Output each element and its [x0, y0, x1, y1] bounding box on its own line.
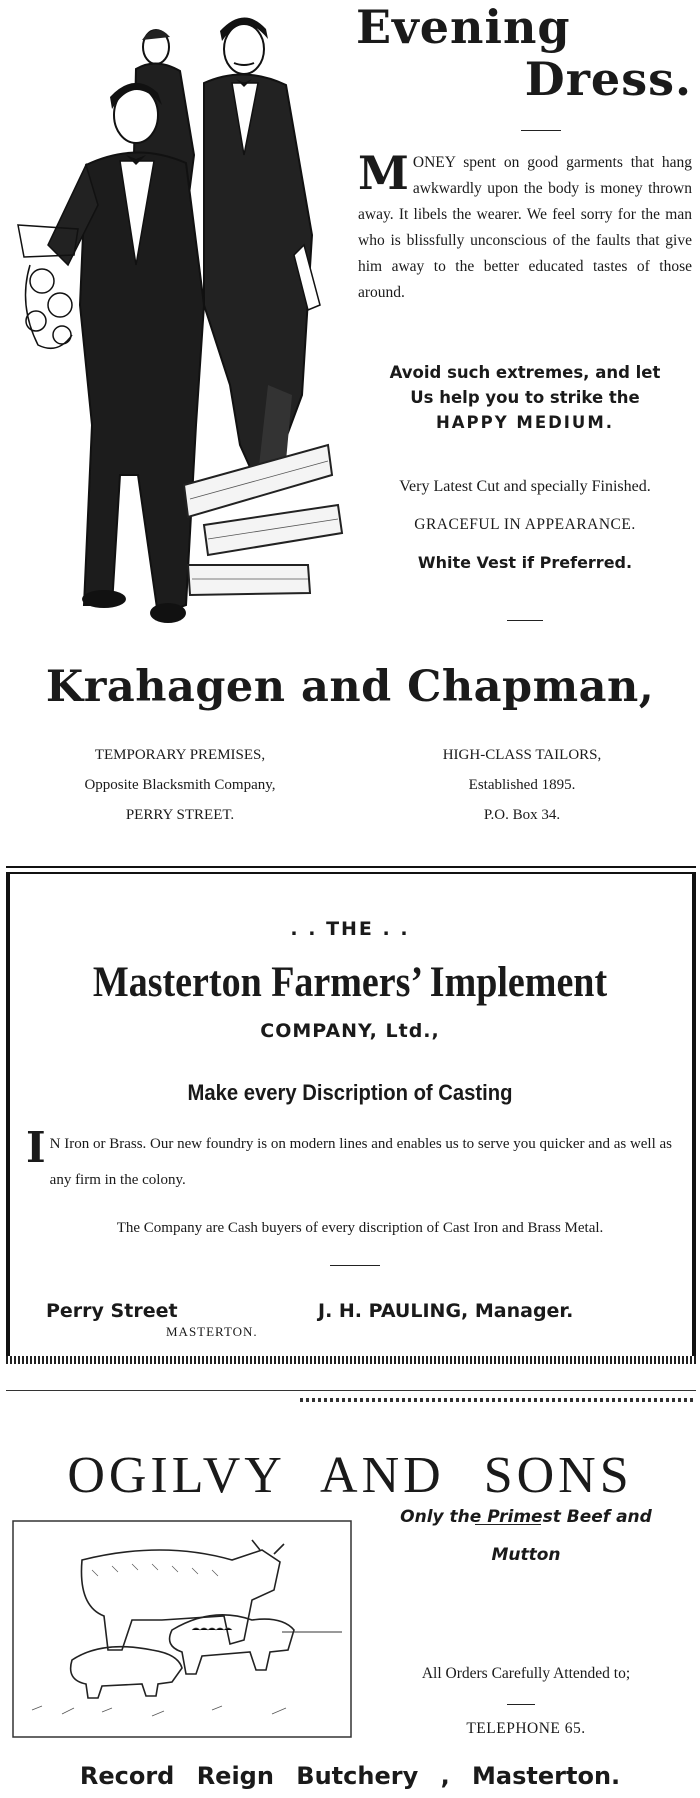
illustration-cattle-and-sheep	[12, 1520, 352, 1738]
krahagen-info-column	[372, 740, 672, 830]
evening-body-paragraph	[358, 146, 692, 306]
evening-detail-line1: Very Latest Cut and specially Finished.	[399, 478, 651, 495]
masterton-town: MASTERTON.	[166, 1324, 258, 1339]
evening-detail-line3: White Vest if Preferred.	[417, 553, 633, 572]
address-line: Opposite Blacksmith Company,	[84, 777, 276, 793]
address-line: TEMPORARY PREMISES,	[94, 747, 266, 763]
masterton-the: . . THE . .	[290, 918, 410, 940]
info-line: P.O. Box 34.	[483, 807, 561, 823]
section-top-rule	[6, 866, 696, 868]
drop-cap: I	[26, 1123, 46, 1172]
dotted-rule	[300, 1398, 696, 1402]
masterton-company-name: Masterton Farmers’ Implement	[92, 957, 608, 1007]
ogilvy-footer: Record Reign Butchery , Masterton.	[79, 1762, 621, 1790]
masterton-street: Perry Street	[46, 1300, 178, 1322]
evening-detail-line2: GRACEFUL IN APPEARANCE.	[414, 516, 636, 533]
masterton-paragraph1-text: N Iron or Brass. Our new foundry is on modern lines and enables us to serve you quicker and as well as any firm in the colony.	[49, 1136, 673, 1188]
evening-body-text: ONEY spent on good garments that hang awkwardly upon the body is money thrown away. It libels the wearer. We feel sorry for the man who is blissfully unconscious of the faults that give him away to the better educated tastes of those around.	[358, 154, 692, 301]
bold-line: HAPPY MEDIUM.	[435, 413, 615, 432]
drop-cap: M	[358, 146, 409, 200]
illustration-men-in-evening-dress	[8, 5, 346, 645]
ogilvy-meat-lines	[352, 1498, 700, 1574]
section-bottom-border	[6, 1356, 696, 1364]
ogilvy-telephone: TELEPHONE 65.	[466, 1720, 586, 1737]
evening-title-line2: Dress.	[524, 52, 692, 106]
address-line: PERRY STREET.	[125, 807, 235, 823]
evening-bold-block	[350, 360, 700, 435]
masterton-paragraph2: The Company are Cash buyers of every discription of Cast Iron and Brass Metal.	[116, 1220, 604, 1236]
info-line: HIGH-CLASS TAILORS,	[442, 747, 602, 763]
divider	[507, 1704, 535, 1705]
krahagen-chapman-title: Krahagen and Chapman,	[45, 662, 655, 712]
masterton-manager: J. H. PAULING, Manager.	[318, 1300, 574, 1322]
masterton-company-suffix: COMPANY, Ltd.,	[260, 1020, 440, 1042]
meat-line: Only the Primest Beef and	[400, 1507, 652, 1527]
section-top-rule	[6, 1390, 696, 1391]
divider	[507, 620, 543, 621]
evening-title-line1: Evening	[356, 0, 571, 54]
masterton-heading: Make every Discription of Casting	[187, 1080, 513, 1105]
masterton-paragraph1	[26, 1123, 688, 1198]
divider	[521, 130, 561, 131]
masterton-ad-border	[6, 872, 696, 1362]
ogilvy-orders: All Orders Carefully Attended to;	[421, 1665, 631, 1682]
divider	[330, 1265, 380, 1266]
ogilvy-title: OGILVY AND SONS	[67, 1447, 633, 1504]
krahagen-address-column	[30, 740, 330, 830]
meat-line: Mutton	[491, 1545, 561, 1565]
info-line: Established 1895.	[468, 777, 576, 793]
bold-line: Avoid such extremes, and let	[389, 363, 661, 382]
bold-line: Us help you to strike the	[410, 388, 640, 407]
